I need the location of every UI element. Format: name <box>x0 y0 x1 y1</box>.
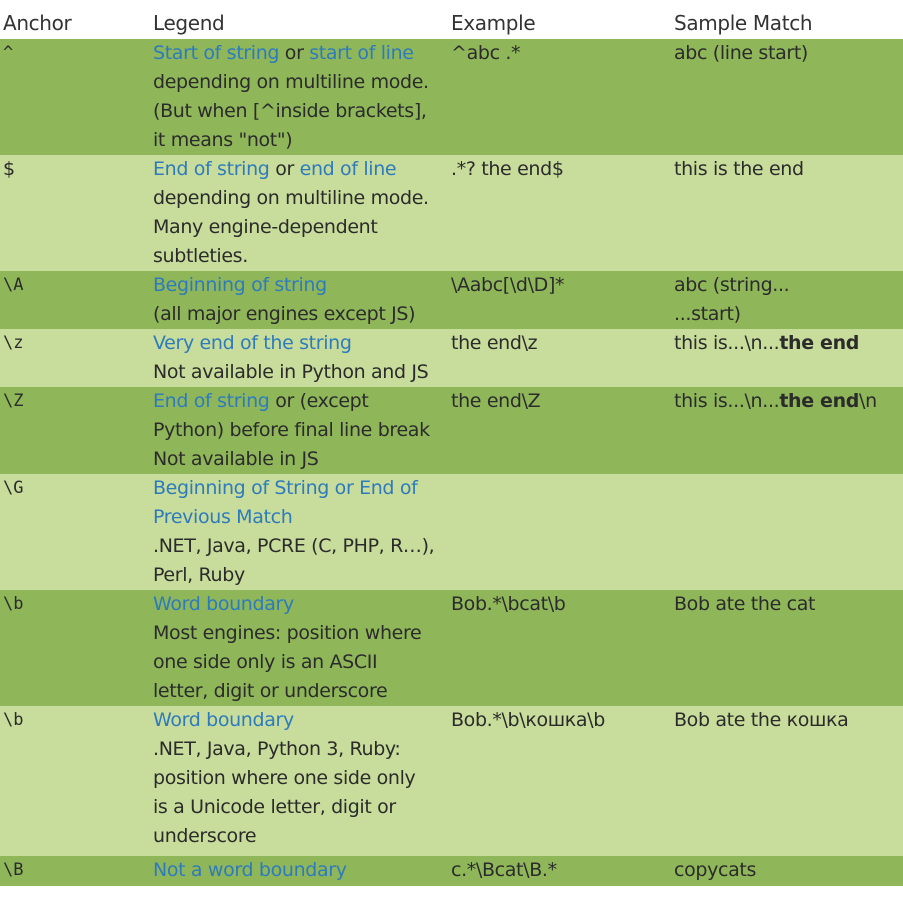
anchor-cell: \A <box>0 271 150 329</box>
table-row <box>0 329 903 387</box>
sample-prefix: this is...\n... <box>674 390 780 412</box>
legend-line: Many engine-dependent <box>153 216 378 238</box>
sample-match-cell <box>671 329 903 387</box>
legend-link-line-2[interactable]: Previous Match <box>153 506 293 528</box>
table-row <box>0 856 903 886</box>
legend-line: underscore <box>153 825 257 847</box>
sample-match-cell <box>671 387 903 474</box>
example-cell: ^abc .* <box>448 39 671 155</box>
table-header <box>0 0 903 39</box>
legend-line: Most engines: position where <box>153 622 422 644</box>
example-cell: c.*\Bcat\B.* <box>448 856 671 886</box>
sample-match-cell <box>671 271 903 329</box>
legend-line: Not available in Python and JS <box>153 361 429 383</box>
legend-link[interactable]: Word boundary <box>153 593 294 615</box>
legend-line: (all major engines except JS) <box>153 303 416 325</box>
legend-link[interactable]: Beginning of String or End of <box>153 477 418 499</box>
anchor-cell: $ <box>0 155 150 271</box>
legend-line: position where one side only <box>153 767 416 789</box>
legend-line: .NET, Java, PCRE (C, PHP, R…), <box>153 535 435 557</box>
table-row <box>0 39 903 155</box>
sample-bold: the end <box>779 332 860 354</box>
sample-match-cell: copycats <box>671 856 903 886</box>
example-cell: .*? the end$ <box>448 155 671 271</box>
table-row <box>0 155 903 271</box>
table-body <box>0 39 903 886</box>
sample-bold: the end <box>779 390 860 412</box>
sample-suffix: \n <box>859 390 877 412</box>
legend-link[interactable]: Not a word boundary <box>153 859 347 881</box>
sample-match-cell: abc (line start) <box>671 39 903 155</box>
legend-link[interactable]: Beginning of string <box>153 274 327 296</box>
legend-link-join: or <box>279 42 310 64</box>
anchor-cell: ^ <box>0 39 150 155</box>
legend-cell <box>150 329 448 387</box>
legend-link-join: or <box>269 158 300 180</box>
legend-line: letter, digit or underscore <box>153 680 388 702</box>
anchor-cell: \B <box>0 856 150 886</box>
example-cell: the end\Z <box>448 387 671 474</box>
legend-line: .NET, Java, Python 3, Ruby: <box>153 738 401 760</box>
sample-line: ...start) <box>674 303 741 325</box>
legend-line: one side only is an ASCII <box>153 651 378 673</box>
sample-prefix: this is...\n... <box>674 332 780 354</box>
example-cell: Bob.*\b\кошка\b <box>448 706 671 856</box>
legend-link[interactable]: End of string <box>153 158 270 180</box>
legend-link[interactable]: Very end of the string <box>153 332 352 354</box>
table-row <box>0 387 903 474</box>
legend-cell <box>150 856 448 886</box>
legend-line: (But when [^inside brackets], <box>153 100 427 122</box>
header-legend: Legend <box>150 0 448 39</box>
legend-first-line <box>153 155 448 184</box>
table-row <box>0 271 903 329</box>
legend-link[interactable]: Word boundary <box>153 709 294 731</box>
anchor-cell: \z <box>0 329 150 387</box>
legend-link[interactable]: Start of string <box>153 42 280 64</box>
example-cell: Bob.*\bcat\b <box>448 590 671 706</box>
legend-link[interactable]: End of string <box>153 390 270 412</box>
legend-cell <box>150 706 448 856</box>
legend-first-line <box>153 387 448 416</box>
sample-line: abc (string... <box>674 274 790 296</box>
table-row <box>0 706 903 856</box>
legend-cell <box>150 474 448 590</box>
legend-line: subtleties. <box>153 245 248 267</box>
anchor-cell: \b <box>0 590 150 706</box>
example-cell <box>448 474 671 590</box>
legend-first-line <box>153 39 448 68</box>
legend-cell <box>150 590 448 706</box>
legend-cell <box>150 155 448 271</box>
legend-line: Python) before final line break <box>153 419 430 441</box>
legend-cell <box>150 271 448 329</box>
sample-match-cell: Bob ate the кошка <box>671 706 903 856</box>
example-cell: the end\z <box>448 329 671 387</box>
sample-match-cell: Bob ate the cat <box>671 590 903 706</box>
legend-link-2[interactable]: start of line <box>309 42 414 64</box>
legend-after-link: or (except <box>269 390 369 412</box>
legend-line: Perl, Ruby <box>153 564 245 586</box>
sample-match-cell: this is the end <box>671 155 903 271</box>
header-row <box>0 0 903 39</box>
legend-line: is a Unicode letter, digit or <box>153 796 396 818</box>
sample-match-cell <box>671 474 903 590</box>
legend-cell <box>150 39 448 155</box>
example-cell: \Aabc[\d\D]* <box>448 271 671 329</box>
table-row <box>0 474 903 590</box>
legend-line: depending on multiline mode. <box>153 187 429 209</box>
legend-line: depending on multiline mode. <box>153 71 429 93</box>
header-example: Example <box>448 0 671 39</box>
anchor-cell: \G <box>0 474 150 590</box>
header-anchor: Anchor <box>0 0 150 39</box>
legend-line: it means "not") <box>153 129 293 151</box>
table-row <box>0 590 903 706</box>
legend-link-2[interactable]: end of line <box>299 158 397 180</box>
legend-cell <box>150 387 448 474</box>
header-sample-match: Sample Match <box>671 0 903 39</box>
legend-line: Not available in JS <box>153 448 319 470</box>
anchor-cell: \b <box>0 706 150 856</box>
anchor-cell: \Z <box>0 387 150 474</box>
